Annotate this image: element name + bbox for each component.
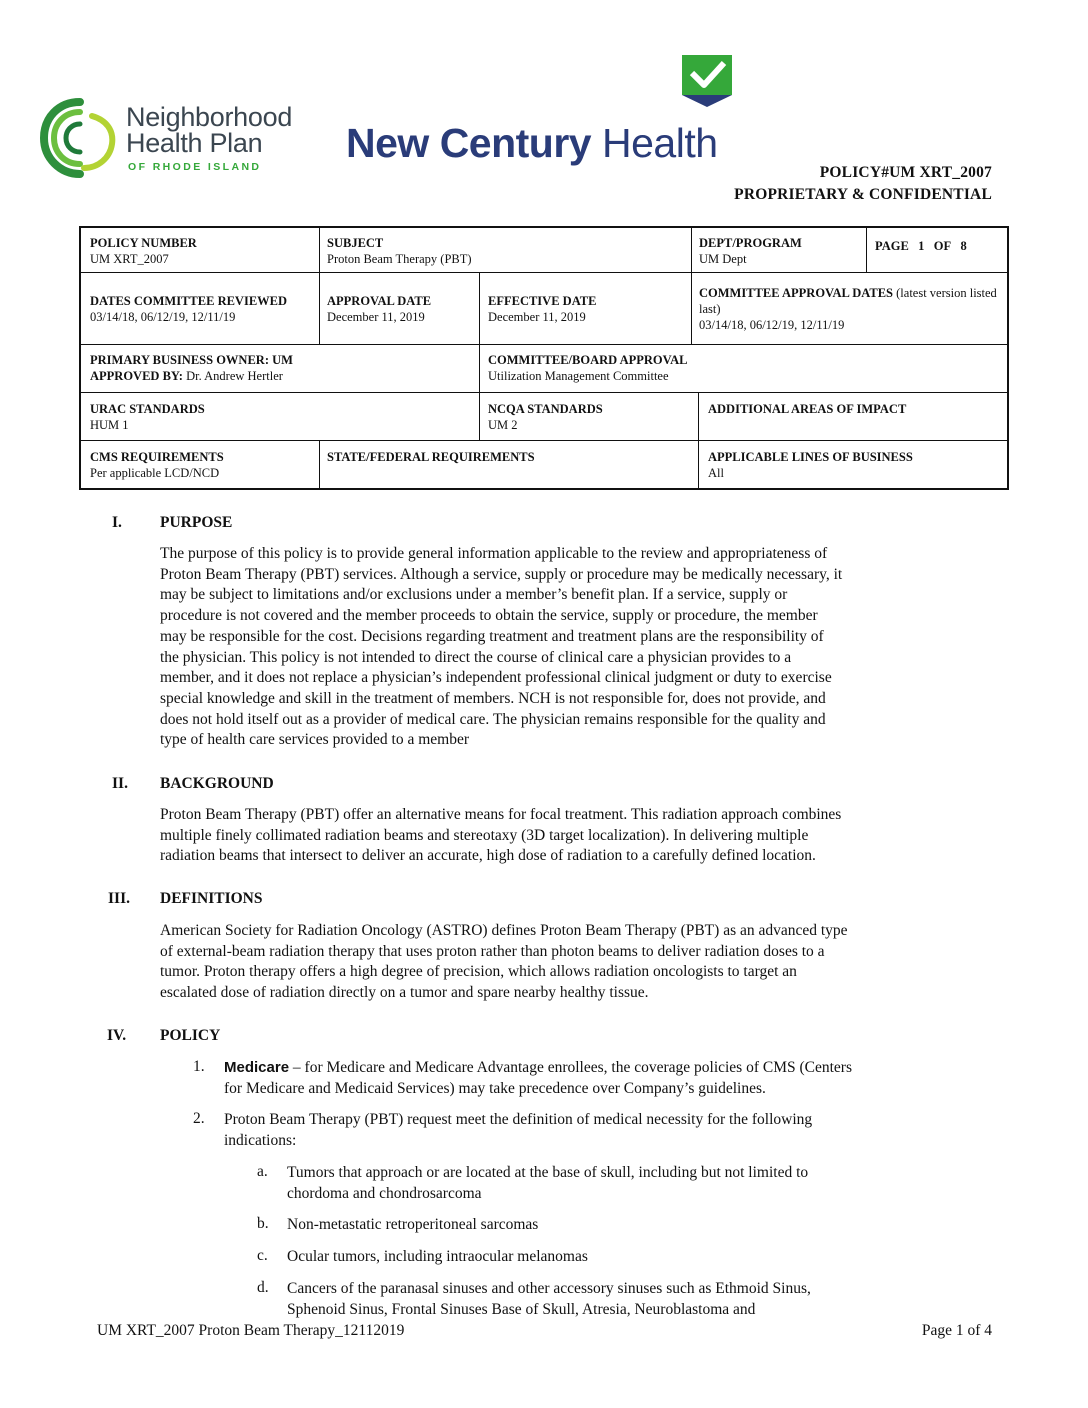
dept-value: UM Dept bbox=[699, 252, 747, 266]
item-text-line: for Medicare and Medicaid Services) may take precedence over Company’s guidelines. bbox=[224, 1079, 766, 1097]
policy-item-indications bbox=[224, 1110, 994, 1151]
paragraph-line: special knowledge and skill in the treatment of members. NCH is not responsible for, does not provide, and bbox=[160, 689, 826, 707]
table-rule bbox=[81, 344, 1007, 345]
table-rule bbox=[479, 392, 480, 440]
background-paragraph bbox=[160, 805, 992, 867]
nhp-logo bbox=[40, 96, 310, 180]
state-federal-label: STATE/FEDERAL REQUIREMENTS bbox=[327, 450, 535, 464]
checkmark-icon bbox=[678, 55, 738, 111]
ncqa-label: NCQA STANDARDS bbox=[488, 402, 603, 416]
committee-board-cell bbox=[488, 352, 1003, 384]
sub-item bbox=[287, 1215, 987, 1236]
table-rule bbox=[479, 344, 480, 392]
policy-number-value: UM XRT_2007 bbox=[90, 252, 169, 266]
nhp-name-line2: Health Plan bbox=[126, 128, 263, 158]
additional-areas-label: ADDITIONAL AREAS OF IMPACT bbox=[708, 402, 907, 416]
nhp-swirl-icon bbox=[40, 96, 124, 180]
item-text-line: chordoma and chondrosarcoma bbox=[287, 1184, 482, 1202]
footer-document-id: UM XRT_2007 Proton Beam Therapy_12112019 bbox=[97, 1322, 405, 1339]
purpose-paragraph bbox=[160, 544, 992, 751]
nch-logo bbox=[344, 55, 744, 170]
section-number: I. bbox=[112, 514, 122, 531]
section-title-background: BACKGROUND bbox=[160, 775, 274, 792]
urac-label: URAC STANDARDS bbox=[90, 402, 205, 416]
committee-dates-label: COMMITTEE APPROVAL DATES bbox=[699, 286, 894, 300]
policy-info-table bbox=[79, 226, 1009, 490]
policy-id: POLICY#UM XRT_2007 bbox=[819, 164, 992, 181]
subject-label: SUBJECT bbox=[327, 236, 384, 250]
table-rule bbox=[81, 392, 1007, 393]
owner-cell bbox=[90, 352, 475, 384]
approval-date-cell bbox=[327, 293, 477, 325]
paragraph-line: procedure is not covered and the member proceeds to obtain the service, supply or procedure, the member bbox=[160, 607, 818, 625]
committee-board-label: COMMITTEE/BOARD APPROVAL bbox=[488, 353, 688, 367]
effective-date-cell bbox=[488, 293, 688, 325]
section-title-definitions: DEFINITIONS bbox=[160, 890, 263, 907]
paragraph-line: Proton Beam Therapy (PBT) services. Although a service, supply or procedure may be medically necessary, it bbox=[160, 565, 843, 583]
table-rule bbox=[81, 272, 1007, 273]
paragraph-line: American Society for Radiation Oncology (ASTRO) defines Proton Beam Therapy (PBT) as an advanced type bbox=[160, 922, 848, 939]
paragraph-line: multiple finely collimated radiation beams and stereotaxy (3D target localization). In delivering multiple bbox=[160, 826, 809, 844]
item-text-line: indications: bbox=[224, 1131, 297, 1149]
paragraph-line: may be subject to limitations and/or exclusions under a member’s benefit plan. If a service, supply or bbox=[160, 586, 788, 604]
dept-label: DEPT/PROGRAM bbox=[699, 236, 802, 250]
policy-number-cell bbox=[90, 235, 315, 267]
nch-wordmark-bold: New Century bbox=[346, 120, 592, 166]
section-number: IV. bbox=[107, 1027, 127, 1044]
cms-label: CMS REQUIREMENTS bbox=[90, 450, 224, 464]
table-rule bbox=[691, 228, 692, 272]
paragraph-line: does not hold itself out as a provider of medical care. The physician remains responsible for the quality and bbox=[160, 710, 826, 728]
paragraph-line: of external-beam radiation therapy that uses proton rather than photon beams to deliver radiation doses to a bbox=[160, 942, 825, 960]
page-number: 1 bbox=[918, 239, 925, 253]
lob-value: All bbox=[708, 466, 724, 480]
cms-value: Per applicable LCD/NCD bbox=[90, 466, 220, 480]
lob-label: APPLICABLE LINES OF BUSINESS bbox=[708, 450, 913, 464]
section-title-policy: POLICY bbox=[160, 1027, 221, 1044]
primary-owner-label: PRIMARY BUSINESS OWNER: bbox=[90, 353, 269, 367]
paragraph-line: escalated dose of radiation directly on a tumor and spare nearby healthy tissue. bbox=[160, 984, 649, 1002]
sub-item-letter: d. bbox=[257, 1279, 269, 1296]
table-rule bbox=[866, 228, 867, 272]
paragraph-line: The purpose of this policy is to provide general information applicable to the review and appropriateness of bbox=[160, 545, 828, 562]
sub-item-letter: a. bbox=[257, 1163, 268, 1180]
approval-date-label: APPROVAL DATE bbox=[327, 294, 432, 308]
approval-date-value: December 11, 2019 bbox=[327, 310, 425, 324]
section-number: III. bbox=[108, 890, 130, 907]
subject-value: Proton Beam Therapy (PBT) bbox=[327, 252, 472, 266]
sub-item bbox=[287, 1163, 987, 1204]
table-rule bbox=[319, 228, 320, 272]
paragraph-line: the physician. This policy is not intended to direct the course of clinical care a physician provides to a bbox=[160, 648, 792, 666]
nch-wordmark-light: Health bbox=[602, 120, 718, 166]
paragraph-line: Proton Beam Therapy (PBT) offer an alternative means for focal treatment. This radiation approach combines bbox=[160, 806, 842, 823]
table-rule bbox=[698, 392, 699, 440]
state-federal-cell bbox=[327, 449, 692, 465]
committee-dates-note: (latest version listed last) bbox=[699, 286, 997, 316]
additional-areas-cell bbox=[708, 401, 1003, 417]
page-label: PAGE bbox=[875, 239, 909, 253]
approved-by-label: APPROVED BY: bbox=[90, 369, 183, 383]
lob-cell bbox=[708, 449, 1003, 481]
ncqa-cell bbox=[488, 401, 693, 433]
page-of-label: OF bbox=[933, 239, 952, 253]
paragraph-line: type of health care services provided to a member bbox=[160, 731, 470, 749]
paragraph-line: member, and it does not replace a physician’s independent professional clinical judgment or duty to exercise bbox=[160, 669, 832, 687]
urac-value: HUM 1 bbox=[90, 418, 129, 432]
section-title-purpose: PURPOSE bbox=[160, 514, 233, 531]
committee-board-value: Utilization Management Committee bbox=[488, 369, 669, 383]
cms-cell bbox=[90, 449, 315, 481]
item-text-line: Cancers of the paranasal sinuses and other accessory sinuses such as Ethmoid Sinus, bbox=[287, 1280, 811, 1297]
primary-owner-value: UM bbox=[272, 353, 293, 367]
urac-cell bbox=[90, 401, 475, 433]
footer-page-number: Page 1 of 4 bbox=[921, 1322, 992, 1339]
item-text-line: Non-metastatic retroperitoneal sarcomas bbox=[287, 1216, 539, 1233]
sub-item-letter: c. bbox=[257, 1247, 268, 1264]
table-rule bbox=[691, 272, 692, 344]
effective-date-value: December 11, 2019 bbox=[488, 310, 586, 324]
table-rule bbox=[319, 440, 320, 490]
subject-cell bbox=[327, 235, 687, 267]
table-rule bbox=[319, 272, 320, 344]
committee-dates-cell bbox=[699, 285, 1004, 333]
paragraph-line: radiation beams that intersect to deliver an accurate, high dose of radiation to a carefully defined location. bbox=[160, 847, 816, 865]
table-rule bbox=[479, 272, 480, 344]
ncqa-value: UM 2 bbox=[488, 418, 518, 432]
sub-item-letter: b. bbox=[257, 1215, 269, 1232]
dates-reviewed-value: 03/14/18, 06/12/19, 12/11/19 bbox=[90, 310, 236, 324]
item-text-line: Tumors that approach or are located at the base of skull, including but not limited to bbox=[287, 1164, 809, 1181]
sub-item bbox=[287, 1247, 987, 1268]
confidential-label: PROPRIETARY & CONFIDENTIAL bbox=[734, 186, 992, 203]
committee-dates-value: 03/14/18, 06/12/19, 12/11/19 bbox=[699, 318, 845, 332]
page-count-cell bbox=[875, 238, 1005, 254]
item-text-line: Sphenoid Sinus, Frontal Sinuses Base of Skull, Atresia, Neuroblastoma and bbox=[287, 1300, 756, 1318]
list-item-number: 2. bbox=[193, 1110, 205, 1127]
approved-by-value: Dr. Andrew Hertler bbox=[186, 369, 283, 383]
sub-item bbox=[287, 1279, 987, 1320]
nhp-name-line1: Neighborhood bbox=[126, 102, 293, 132]
list-item-number: 1. bbox=[193, 1058, 205, 1075]
section-number: II. bbox=[112, 775, 128, 792]
definitions-paragraph bbox=[160, 921, 992, 1004]
medicare-term: Medicare bbox=[224, 1059, 290, 1076]
item-text-line: Proton Beam Therapy (PBT) request meet the definition of medical necessity for the following bbox=[224, 1111, 813, 1128]
paragraph-line: tumor. Proton therapy offers a high degree of precision, which allows radiation oncologists to target an bbox=[160, 963, 797, 981]
nch-wordmark bbox=[346, 120, 718, 167]
policy-item-medicare bbox=[224, 1058, 994, 1099]
page-total: 8 bbox=[960, 239, 967, 253]
item-text-line: – for Medicare and Medicare Advantage enrollees, the coverage policies of CMS (Centers bbox=[289, 1059, 853, 1076]
table-rule bbox=[698, 440, 699, 490]
dept-cell bbox=[699, 235, 864, 267]
policy-number-label: POLICY NUMBER bbox=[90, 236, 197, 250]
table-rule bbox=[81, 440, 1007, 441]
dates-reviewed-cell bbox=[90, 293, 315, 325]
dates-reviewed-label: DATES COMMITTEE REVIEWED bbox=[90, 294, 288, 308]
paragraph-line: may be responsible for the cost. Decisions regarding treatment and treatment plans are the responsibility of bbox=[160, 627, 824, 645]
nhp-subtitle: OF RHODE ISLAND bbox=[128, 161, 262, 173]
effective-date-label: EFFECTIVE DATE bbox=[488, 294, 597, 308]
item-text-line: Ocular tumors, including intraocular melanomas bbox=[287, 1248, 588, 1265]
